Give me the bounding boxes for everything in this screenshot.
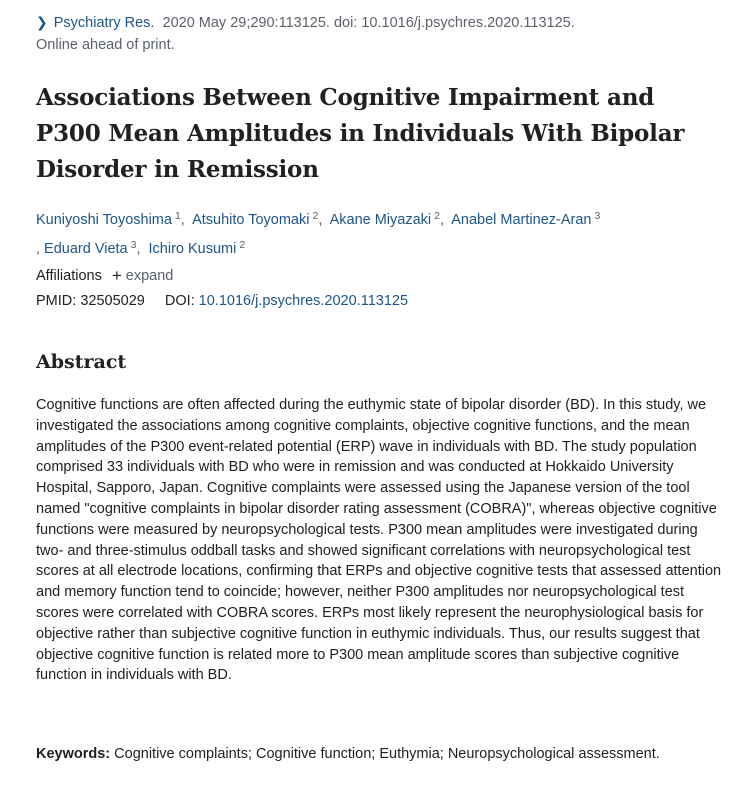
citation-line xyxy=(36,14,575,31)
author-affil-number[interactable]: 3 xyxy=(130,239,137,251)
author-link[interactable]: Ichiro Kusumi xyxy=(148,241,237,257)
affiliations-label: Affiliations xyxy=(36,268,102,284)
author-affil-number[interactable]: 2 xyxy=(434,210,440,222)
keywords-label: Keywords: xyxy=(36,746,111,762)
keywords-text: Cognitive complaints; Cognitive function; Euthymia; Neuropsychological assessment. xyxy=(114,746,660,762)
abstract-text: Cognitive functions are often affected during the euthymic state of bipolar disorder (BD). In this study, we investigated the associations among cognitive complaints, objective cognitive functions, and the mean amplitudes of the P300 event-related potential (ERP) wave in individuals with BD. The study population comprised 33 individuals with BD who were in remission and was conducted at Hokkaido University Hospital, Sapporo, Japan. Cognitive complaints were assessed using the Japanese version of the tool named "cognitive complaints in bipolar disorder rating assessment (COBRA)", whereas objective cognitive functions were measured by neuropsychological tests. P300 mean amplitudes were investigated during two- and three-stimulus oddball tasks and showed significant correlations with neuropsychological test scores at all electrode locations, confirming that ERPs and objective cognitive tests that assessed attention and memory function tend to coincide; however, neither P300 amplitudes nor neuropsychological test scores were correlated with COBRA scores. ERPs most likely represent the neurophysiological basis for objective rather than subjective cognitive function in euthymic individuals. Thus, our results suggest that objective cognitive function is related more to P300 mean amplitude scores than subjective cognitive function in individuals with BD. xyxy=(36,397,722,684)
author-affil-number[interactable]: 3 xyxy=(594,210,601,222)
author-link[interactable]: Anabel Martinez-Aran xyxy=(451,212,592,228)
abstract-heading: Abstract xyxy=(36,351,127,373)
author-affil-number[interactable]: 1 xyxy=(174,210,181,222)
doi-link[interactable]: 10.1016/j.psychres.2020.113125 xyxy=(198,293,409,309)
expand-button[interactable]: expand xyxy=(125,268,174,284)
keywords xyxy=(36,744,726,765)
article-title: Associations Between Cognitive Impairment and P300 Mean Amplitudes in Individuals With Bipolar Disorder in Remission xyxy=(36,84,685,183)
author-affil-number[interactable]: 2 xyxy=(312,210,319,222)
author-link[interactable]: Atsuhito Toyomaki xyxy=(192,212,310,228)
pmid-value: 32505029 xyxy=(80,293,145,309)
identifiers-row xyxy=(36,293,408,309)
citation-details: 2020 May 29;290:113125. doi: 10.1016/j.psychres.2020.113125. xyxy=(162,15,575,31)
author-list: Kuniyoshi Toyoshima $^1$, Atsuhito Toyomaki $^2$, Akane Miyazaki $^2$, Anabel Martinez-Aran $^3$ , Eduard Vieta $^3$, Ichiro Kusumi $^2$ xyxy=(36,210,601,257)
publication-status: Online ahead of print. xyxy=(36,37,175,53)
author-link[interactable]: Eduard Vieta xyxy=(44,241,128,257)
author-affil-number[interactable]: 2 xyxy=(239,239,246,251)
pmid-label: PMID: xyxy=(36,293,77,309)
affiliations-toggle[interactable] xyxy=(36,266,173,286)
author-link[interactable]: Kuniyoshi Toyoshima xyxy=(36,212,172,228)
journal-link[interactable]: Psychiatry Res. xyxy=(53,15,155,31)
author-link[interactable]: Akane Miyazaki xyxy=(329,212,432,228)
doi-label: DOI: xyxy=(164,293,195,309)
chevron-right-icon[interactable]: ❯ xyxy=(36,14,48,30)
plus-icon[interactable]: + xyxy=(111,266,122,285)
